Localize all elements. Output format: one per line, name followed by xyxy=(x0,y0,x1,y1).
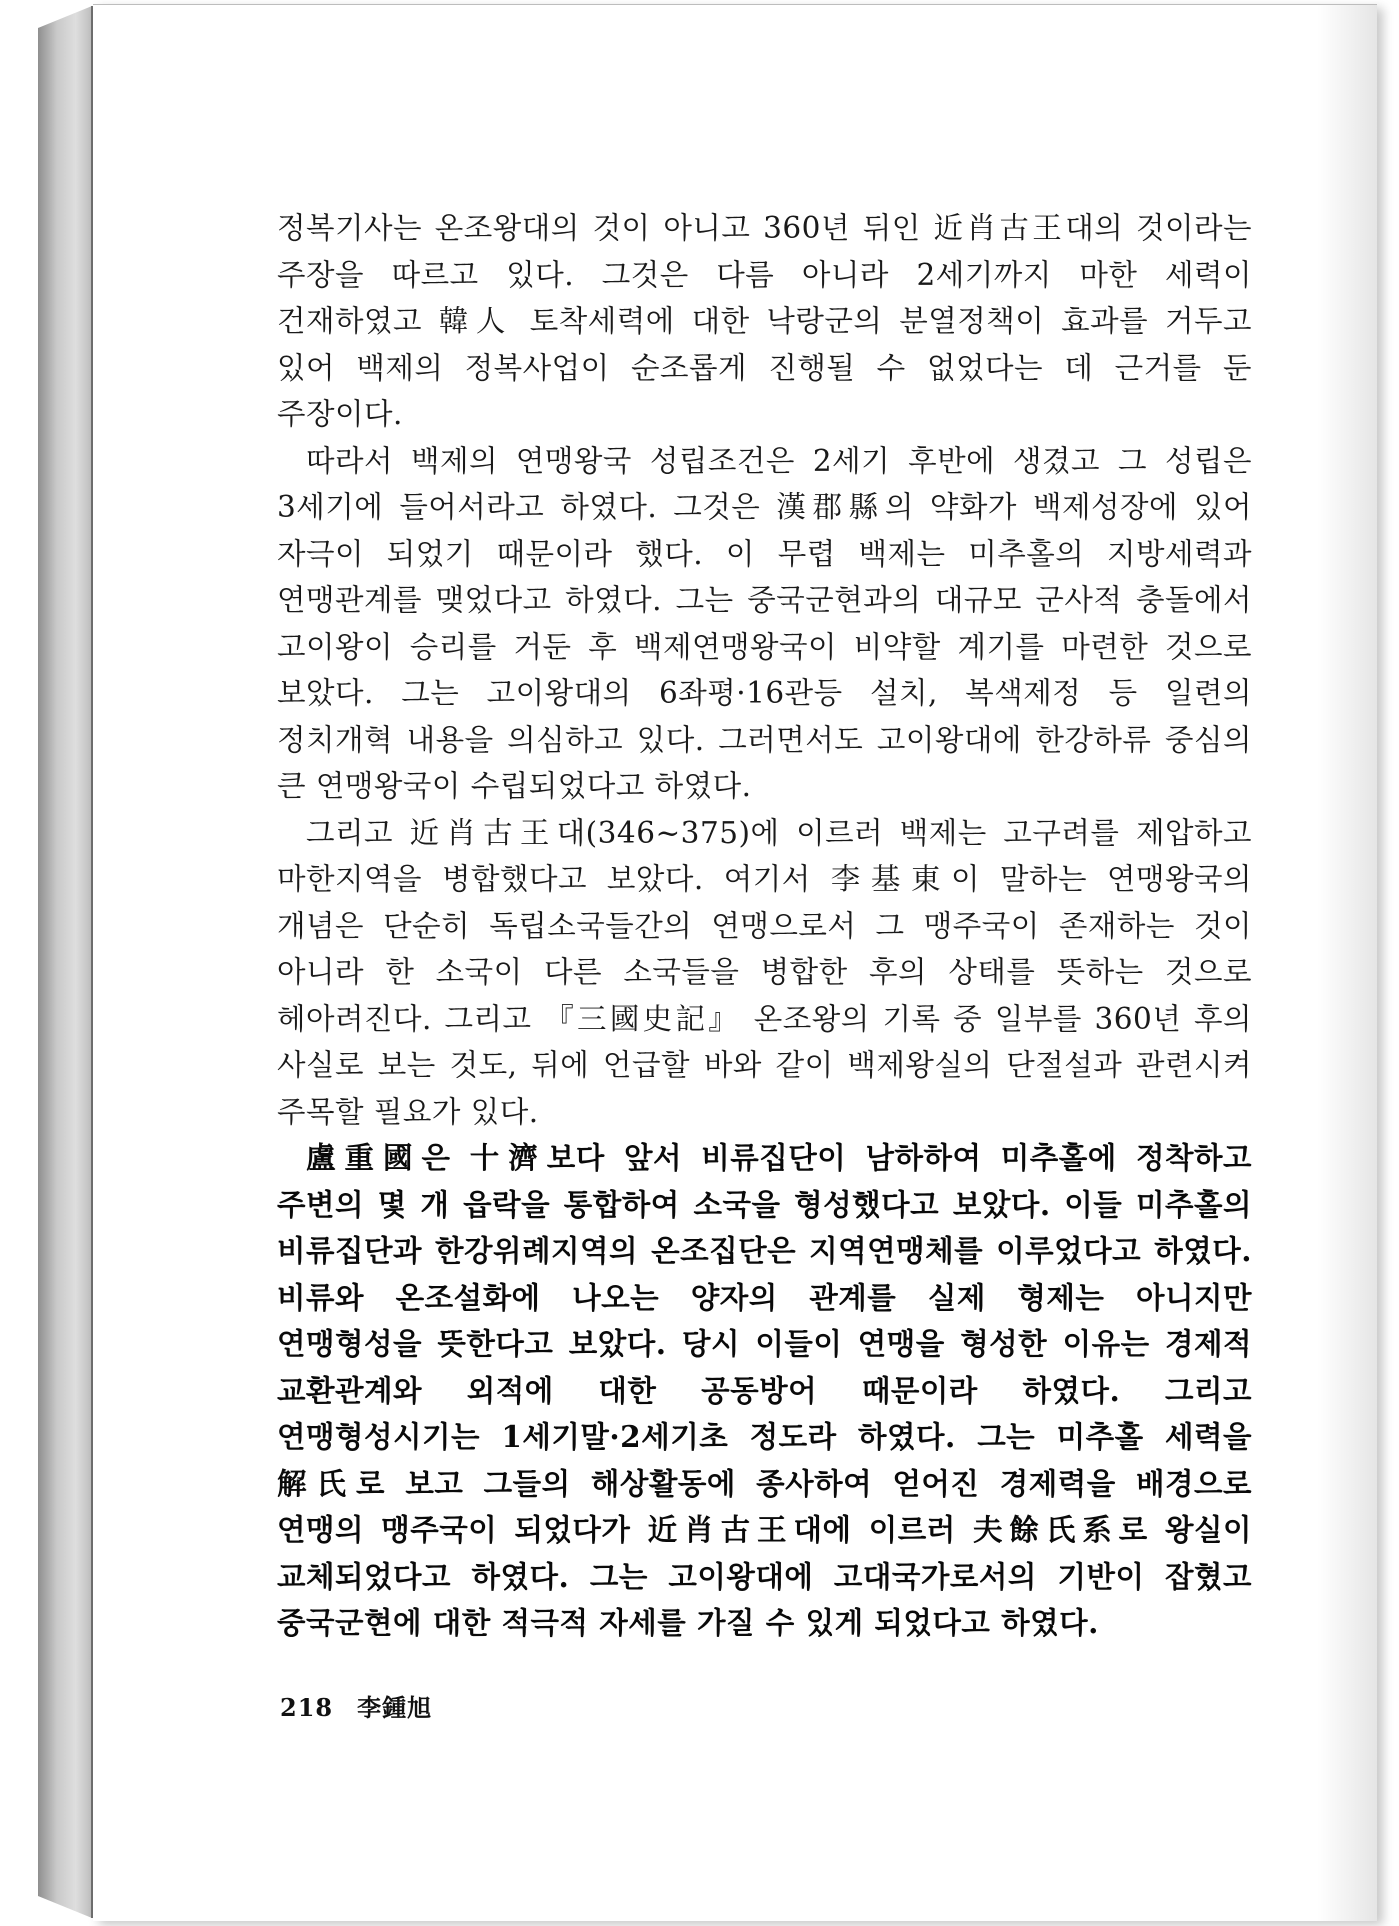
page-number: 218 xyxy=(280,1693,334,1722)
paragraph-4: 盧重國은 十濟보다 앞서 비류집단이 남하하여 미추홀에 정착하고 주변의 몇 개 읍락을 통합하여 소국을 형성했다고 보았다. 이들 미추홀의 비류집단과 한강위례지역의 온조집단은 지역연맹체를 이루었다고 하였다. 비류와 온조설화에 나오는 양자의 관계를 실제 형제는 아니지만 연맹형성을 뜻한다고 보았다. 당시 이들이 연맹을 형성한 이유는 경제적 교환관계와 외적에 대한 공동방어 때문이라 하였다. 그리고 연맹형성시기는 1세기말·2세기초 정도라 하였다. 그는 미추홀 세력을 解氏로 보고 그들의 해상활동에 종사하여 얻어진 경제력을 배경으로 연맹의 맹주국이 되었다가 近肖古王대에 이르러 夫餘氏系로 왕실이 교체되었다고 하였다. 그는 고이왕대에 고대국가로서의 기반이 잡혔고 중국군현에 대한 적극적 자세를 가질 수 있게 되었다고 하였다. xyxy=(277,1140,1252,1640)
book-spine-edge xyxy=(38,6,92,1918)
paragraph-2: 따라서 백제의 연맹왕국 성립조건은 2세기 후반에 생겼고 그 성립은 3세기에 들어서라고 하였다. 그것은 漢郡縣의 약화가 백제성장에 있어 자극이 되었기 때문이라 했다. 이 무렵 백제는 미추홀의 지방세력과 연맹관계를 맺었다고 하였다. 그는 중국군현과의 대규모 군사적 충돌에서 고이왕이 승리를 거둔 후 백제연맹왕국이 비약할 계기를 마련한 것으로 보았다. 그는 고이왕대의 6좌평·16관등 설치, 복색제정 등 일련의 정치개혁 내용을 의심하고 있다. 그러면서도 고이왕대에 한강하류 중심의 큰 연맹왕국이 수립되었다고 하였다. xyxy=(277,443,1252,803)
paragraph-1: 정복기사는 온조왕대의 것이 아니고 360년 뒤인 近肖古王대의 것이라는 주장을 따르고 있다. 그것은 다름 아니라 2세기까지 마한 세력이 건재하였고 韓人 토착세력에 대한 낙랑군의 분열정책이 효과를 거두고 있어 백제의 정복사업이 순조롭게 진행될 수 없었다는 데 근거를 둔 주장이다. xyxy=(277,211,1252,431)
page-footer xyxy=(280,1688,432,1723)
body-text xyxy=(277,205,1252,1647)
page-shadow xyxy=(1317,5,1377,1921)
running-author: 李鍾旭 xyxy=(357,1693,433,1722)
paragraph-3: 그리고 近肖古王대(346~375)에 이르러 백제는 고구려를 제압하고 마한지역을 병합했다고 보았다. 여기서 李基東이 말하는 연맹왕국의 개념은 단순히 독립소국들간의 연맹으로서 그 맹주국이 존재하는 것이 아니라 한 소국이 다른 소국들을 병합한 후의 상태를 뜻하는 것으로 헤아려진다. 그리고 『三國史記』 온조왕의 기록 중 일부를 360년 후의 사실로 보는 것도, 뒤에 언급할 바와 같이 백제왕실의 단절설과 관련시켜 주목할 필요가 있다. xyxy=(277,815,1252,1129)
